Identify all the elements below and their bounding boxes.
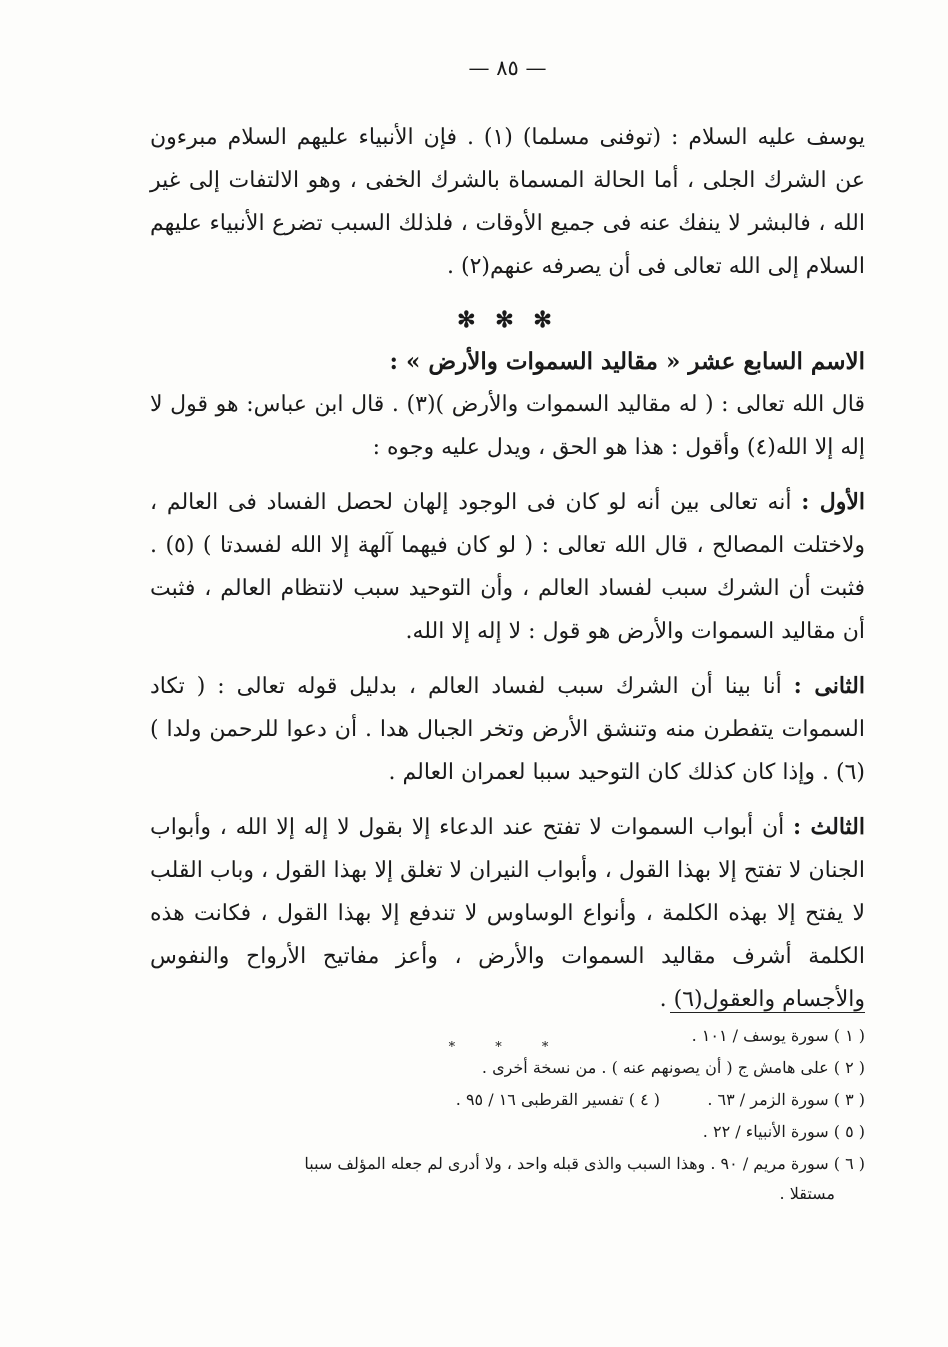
point-third: [150, 806, 865, 1021]
quote-paragraph: قال الله تعالى : ( له مقاليد السموات والأرض )(٣) . قال ابن عباس: هو قول لا إله إلا الله(٤) وأقول : هذا هو الحق ، ويدل عليه وجوه :: [150, 392, 865, 460]
point-text: أنه تعالى بين أنه لو كان فى الوجود إلهان لحصل الفساد فى العالم ، ولاختلت المصالح ، قال الله تعالى : ( لو كان فيهما آلهة إلا الله لفسدتا ) (٥) . فثبت أن الشرك سبب لفساد العالم ، وأن التوحيد سبب لانتظام العالم ، فثبت أن مقاليد السموات والأرض هو قول : لا إله إلا الله.: [150, 490, 865, 644]
point-second: [150, 665, 865, 794]
footnote-row-3-4: [150, 1084, 865, 1116]
point-first: [150, 481, 865, 653]
intro-paragraph: يوسف عليه السلام : (توفنى مسلما) (١) . فإن الأنبياء عليهم السلام مبرءون عن الشرك الجلى ، أما الحالة المسماة بالشرك الخفى ، وهو الالتفات إلى غير الله ، فالبشر لا ينفك عنه فى جميع الأوقات ، فلذلك السبب تضرع الأنبياء عليهم السلام إلى الله تعالى فى أن يصرفه عنهم(٢) .: [150, 125, 865, 279]
footnote-1: ( ١ ) سورة يوسف / ١٠١ .: [691, 1026, 865, 1045]
footnote-5: ( ٥ ) سورة الأنبياء / ٢٢ .: [702, 1122, 865, 1141]
footnote-6-continuation: مستقلا .: [779, 1184, 835, 1203]
point-label: الأول :: [801, 489, 865, 515]
page-number: — ٨٥ —: [468, 56, 547, 80]
star-icon: ✻: [533, 307, 558, 333]
footnote-2: ( ٢ ) على هامش ج ( أن يصونهم عنه ) . من نسخة أخرى .: [481, 1058, 865, 1077]
footnote-divider: [670, 1012, 865, 1013]
footnote-4: ( ٤ ) تفسير القرطبى ١٦ / ٩٥ .: [455, 1090, 660, 1109]
point-text: أنا بينا أن الشرك سبب لفساد العالم ، بدليل قوله تعالى : ( تكاد السموات يتفطرن منه وتنشق الأرض وتخر الجبال هدا . أن دعوا للرحمن ولدا ) (٦) . وإذا كان كذلك كان التوحيد سببا لعمران العالم .: [150, 674, 865, 785]
footnotes: [150, 1020, 865, 1208]
section-heading: الاسم السابع عشر « مقاليد السموات والأرض » :: [389, 348, 865, 375]
document-page: [150, 50, 865, 1300]
point-label: الثانى :: [793, 673, 865, 699]
point-text: أن أبواب السموات لا تفتح عند الدعاء إلا بقول لا إله إلا الله ، وأبواب الجنان لا تفتح إلا بهذا القول ، وأبواب النيران لا تغلق إلا بهذا القول ، وباب القلب لا يفتح إلا بهذه الكلمة ، وأنواع الوساوس لا تندفع إلا بهذا القول ، فكانت هذه الكلمة أشرف مقاليد السموات والأرض ، وأعز مفاتيح الأرواح والنفوس والأجسام والعقول(٦) .: [150, 815, 865, 1012]
section-separator-stars: [150, 300, 865, 340]
star-icon: ✻: [495, 307, 520, 333]
footnote-6: ( ٦ ) سورة مريم / ٩٠ . وهذا السبب والذى قبله واحد ، ولا أدرى لم جعله المؤلف سببا: [304, 1154, 865, 1173]
body-text: [150, 116, 865, 1063]
point-label: الثالث :: [792, 814, 865, 840]
star-icon: ✻: [457, 307, 482, 333]
end-separator-stars: * * *: [448, 1040, 567, 1055]
footnote-3: ( ٣ ) سورة الزمر / ٦٣ .: [707, 1090, 865, 1109]
